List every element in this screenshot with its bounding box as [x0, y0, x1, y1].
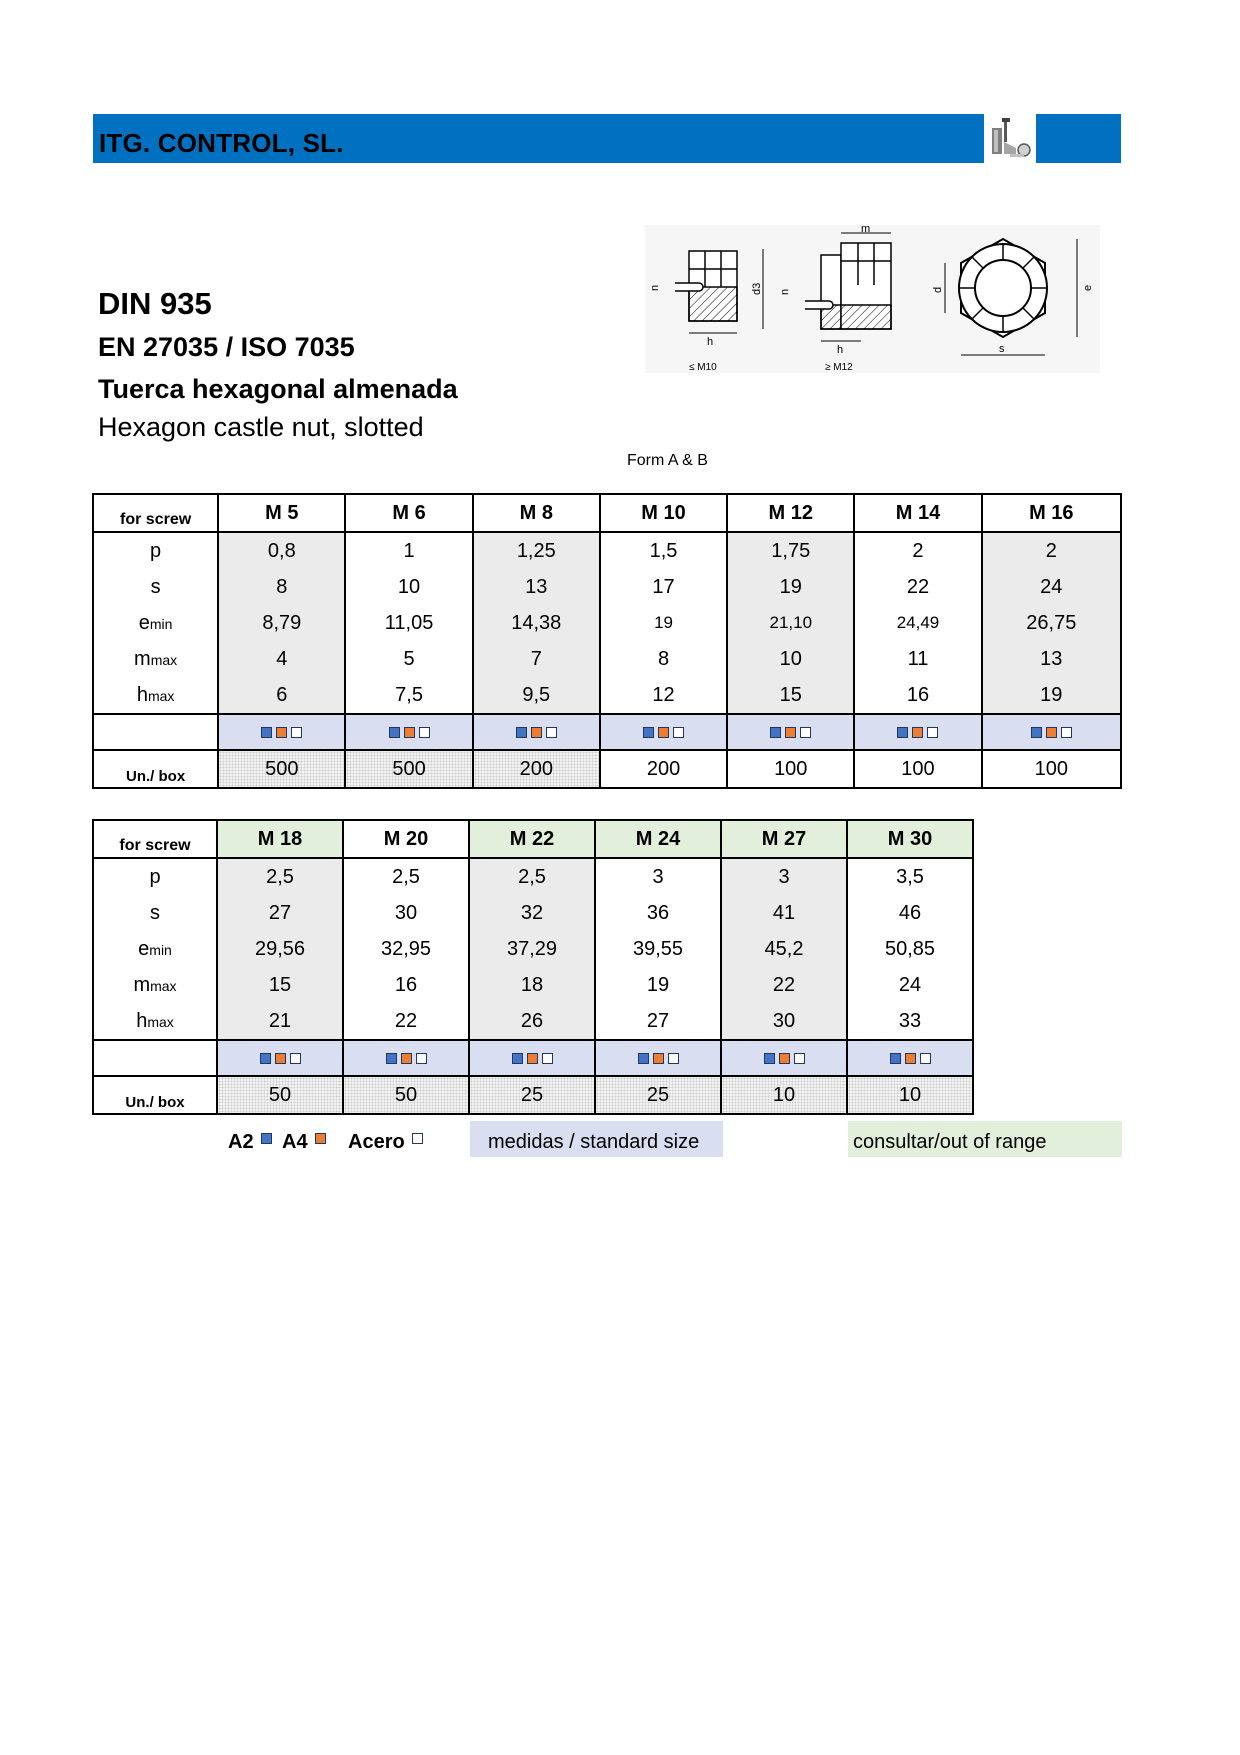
cell-units: 100 — [727, 750, 854, 788]
cell-hmax: 16 — [854, 677, 981, 714]
cell-units: 50 — [343, 1076, 469, 1114]
drawing-label-d: d — [932, 286, 944, 293]
row-label-mmax: mmax — [93, 967, 217, 1003]
row-label-hmax: hmax — [93, 677, 218, 714]
acero-square-icon — [290, 1053, 301, 1064]
a2-square-icon — [260, 1053, 271, 1064]
a2-square-icon — [890, 1053, 901, 1064]
standard-title: DIN 935 — [98, 286, 212, 321]
acero-square-icon — [542, 1053, 553, 1064]
acero-square-icon — [927, 727, 938, 738]
cell-s: 22 — [854, 569, 981, 605]
cell-p: 1,75 — [727, 532, 854, 569]
row-label-s: s — [93, 569, 218, 605]
a4-square-icon — [401, 1053, 412, 1064]
cell-units: 500 — [345, 750, 472, 788]
cell-emin: 37,29 — [469, 931, 595, 967]
cell-p: 1,5 — [600, 532, 727, 569]
cell-emin: 11,05 — [345, 605, 472, 641]
drawing-label-ge-m12: ≥ M12 — [825, 362, 853, 373]
row-label-p: p — [93, 858, 217, 895]
a4-square-icon — [527, 1053, 538, 1064]
material-squares — [218, 714, 345, 750]
cell-s: 17 — [600, 569, 727, 605]
a2-square-icon — [512, 1053, 523, 1064]
cell-emin: 21,10 — [727, 605, 854, 641]
cell-mmax: 8 — [600, 641, 727, 677]
a4-square-icon — [658, 727, 669, 738]
material-squares — [469, 1040, 595, 1076]
a4-square-icon — [275, 1053, 286, 1064]
cell-p: 3 — [721, 858, 847, 895]
size-header: M 22 — [469, 820, 595, 858]
legend-out-of-range: consultar/out of range — [853, 1131, 1047, 1153]
cell-emin: 14,38 — [473, 605, 600, 641]
spec-table-2 — [92, 819, 974, 1115]
cell-mmax: 15 — [217, 967, 343, 1003]
cell-units: 200 — [600, 750, 727, 788]
cell-hmax: 12 — [600, 677, 727, 714]
cell-s: 46 — [847, 895, 973, 931]
material-squares — [217, 1040, 343, 1076]
cell-units: 25 — [595, 1076, 721, 1114]
a4-square-icon — [912, 727, 923, 738]
drawing-label-h: h — [707, 336, 714, 348]
size-header: M 10 — [600, 494, 727, 532]
cell-emin: 39,55 — [595, 931, 721, 967]
cell-s: 8 — [218, 569, 345, 605]
cell-mmax: 24 — [847, 967, 973, 1003]
a4-square-icon — [785, 727, 796, 738]
size-header: M 24 — [595, 820, 721, 858]
cell-hmax: 19 — [982, 677, 1121, 714]
cell-hmax: 33 — [847, 1003, 973, 1040]
acero-square-icon — [668, 1053, 679, 1064]
cell-emin: 29,56 — [217, 931, 343, 967]
product-name-es: Tuerca hexagonal almenada — [98, 374, 458, 404]
size-header: M 6 — [345, 494, 472, 532]
cell-mmax: 10 — [727, 641, 854, 677]
cell-hmax: 22 — [343, 1003, 469, 1040]
acero-square-icon — [416, 1053, 427, 1064]
acero-square-icon — [800, 727, 811, 738]
cell-emin: 8,79 — [218, 605, 345, 641]
cell-p: 2,5 — [469, 858, 595, 895]
a4-square-icon — [276, 727, 287, 738]
a2-square-icon — [643, 727, 654, 738]
size-header: M 5 — [218, 494, 345, 532]
legend-standard-size: medidas / standard size — [488, 1131, 700, 1153]
a2-square-icon — [770, 727, 781, 738]
a2-square-icon — [261, 727, 272, 738]
cell-hmax: 26 — [469, 1003, 595, 1040]
material-squares — [345, 714, 472, 750]
cell-s: 19 — [727, 569, 854, 605]
drawing-label-n: n — [649, 284, 661, 291]
acero-square-icon — [673, 727, 684, 738]
legend-a4: A4 — [282, 1131, 328, 1154]
material-squares — [600, 714, 727, 750]
cell-p: 3 — [595, 858, 721, 895]
cell-hmax: 21 — [217, 1003, 343, 1040]
itg-logo-icon — [986, 114, 1034, 163]
cell-s: 13 — [473, 569, 600, 605]
cell-mmax: 5 — [345, 641, 472, 677]
a2-square-icon — [897, 727, 908, 738]
row-label-mmax: mmax — [93, 641, 218, 677]
technical-drawing — [645, 225, 1100, 373]
cell-hmax: 27 — [595, 1003, 721, 1040]
cell-s: 32 — [469, 895, 595, 931]
row-label-emin: emin — [93, 931, 217, 967]
cell-hmax: 7,5 — [345, 677, 472, 714]
cell-units: 200 — [473, 750, 600, 788]
cell-p: 2,5 — [217, 858, 343, 895]
header-bar-right — [1036, 114, 1121, 163]
material-label-empty — [93, 714, 218, 750]
a2-square-icon — [389, 727, 400, 738]
acero-square-icon — [291, 727, 302, 738]
cell-mmax: 16 — [343, 967, 469, 1003]
for-screw-label: for screw — [93, 820, 217, 858]
size-header: M 30 — [847, 820, 973, 858]
cell-units: 25 — [469, 1076, 595, 1114]
cell-p: 2,5 — [343, 858, 469, 895]
size-header: M 14 — [854, 494, 981, 532]
cell-emin: 32,95 — [343, 931, 469, 967]
cell-p: 1,25 — [473, 532, 600, 569]
drawing-label-e: e — [1082, 284, 1094, 291]
material-squares — [727, 714, 854, 750]
a2-square-icon — [764, 1053, 775, 1064]
cell-emin: 45,2 — [721, 931, 847, 967]
acero-square-icon — [920, 1053, 931, 1064]
a4-square-icon — [653, 1053, 664, 1064]
cell-mmax: 4 — [218, 641, 345, 677]
size-header: M 20 — [343, 820, 469, 858]
acero-square-icon — [1061, 727, 1072, 738]
cell-p: 2 — [982, 532, 1121, 569]
row-label-emin: emin — [93, 605, 218, 641]
acero-square-icon — [794, 1053, 805, 1064]
a4-square-icon — [531, 727, 542, 738]
size-header: M 8 — [473, 494, 600, 532]
spec-table-1 — [92, 493, 1122, 789]
cell-s: 36 — [595, 895, 721, 931]
cell-p: 0,8 — [218, 532, 345, 569]
drawing-label-d3: d3 — [751, 282, 763, 295]
cell-emin: 24,49 — [854, 605, 981, 641]
material-squares — [854, 714, 981, 750]
for-screw-label: for screw — [93, 494, 218, 532]
cell-s: 24 — [982, 569, 1121, 605]
cell-s: 10 — [345, 569, 472, 605]
a2-square-icon — [1031, 727, 1042, 738]
material-squares — [343, 1040, 469, 1076]
cell-p: 3,5 — [847, 858, 973, 895]
cell-emin: 50,85 — [847, 931, 973, 967]
cell-units: 50 — [217, 1076, 343, 1114]
form-note: Form A & B — [627, 452, 708, 469]
units-label: Un./ box — [93, 750, 218, 788]
drawing-label-h2: h — [837, 344, 844, 356]
a4-square-icon — [905, 1053, 916, 1064]
cell-emin: 26,75 — [982, 605, 1121, 641]
size-header: M 18 — [217, 820, 343, 858]
acero-square-icon — [546, 727, 557, 738]
acero-square-icon — [412, 1133, 423, 1144]
size-header: M 16 — [982, 494, 1121, 532]
row-label-s: s — [93, 895, 217, 931]
material-squares — [721, 1040, 847, 1076]
acero-square-icon — [419, 727, 430, 738]
drawing-label-n2: n — [779, 288, 791, 295]
material-squares — [595, 1040, 721, 1076]
a4-square-icon — [779, 1053, 790, 1064]
cell-units: 100 — [854, 750, 981, 788]
drawing-label-le-m10: ≤ M10 — [689, 362, 717, 373]
cell-emin: 19 — [600, 605, 727, 641]
a4-square-icon — [404, 727, 415, 738]
company-name: ITG. CONTROL, SL. — [99, 128, 344, 158]
cell-units: 10 — [721, 1076, 847, 1114]
material-squares — [982, 714, 1121, 750]
cell-mmax: 13 — [982, 641, 1121, 677]
legend-acero: Acero — [348, 1131, 425, 1154]
legend-a2: A2 — [228, 1131, 274, 1154]
row-label-hmax: hmax — [93, 1003, 217, 1040]
a4-square-icon — [315, 1133, 326, 1144]
size-header: M 12 — [727, 494, 854, 532]
size-header: M 27 — [721, 820, 847, 858]
cell-hmax: 6 — [218, 677, 345, 714]
cell-s: 30 — [343, 895, 469, 931]
a2-square-icon — [516, 727, 527, 738]
cell-mmax: 19 — [595, 967, 721, 1003]
a2-square-icon — [261, 1133, 272, 1144]
cell-p: 1 — [345, 532, 472, 569]
drawing-label-m: m — [861, 225, 871, 235]
units-label: Un./ box — [93, 1076, 217, 1114]
material-squares — [473, 714, 600, 750]
row-label-p: p — [93, 532, 218, 569]
cell-p: 2 — [854, 532, 981, 569]
cell-units: 100 — [982, 750, 1121, 788]
cell-hmax: 15 — [727, 677, 854, 714]
cell-mmax: 22 — [721, 967, 847, 1003]
cell-s: 27 — [217, 895, 343, 931]
cell-mmax: 18 — [469, 967, 595, 1003]
a4-square-icon — [1046, 727, 1057, 738]
a2-square-icon — [386, 1053, 397, 1064]
equivalents-title: EN 27035 / ISO 7035 — [98, 332, 355, 362]
cell-hmax: 30 — [721, 1003, 847, 1040]
cell-units: 500 — [218, 750, 345, 788]
material-squares — [847, 1040, 973, 1076]
cell-hmax: 9,5 — [473, 677, 600, 714]
drawing-label-s: s — [999, 343, 1005, 355]
a2-square-icon — [638, 1053, 649, 1064]
cell-mmax: 11 — [854, 641, 981, 677]
cell-s: 41 — [721, 895, 847, 931]
cell-units: 10 — [847, 1076, 973, 1114]
material-label-empty — [93, 1040, 217, 1076]
product-name-en: Hexagon castle nut, slotted — [98, 412, 424, 442]
cell-mmax: 7 — [473, 641, 600, 677]
